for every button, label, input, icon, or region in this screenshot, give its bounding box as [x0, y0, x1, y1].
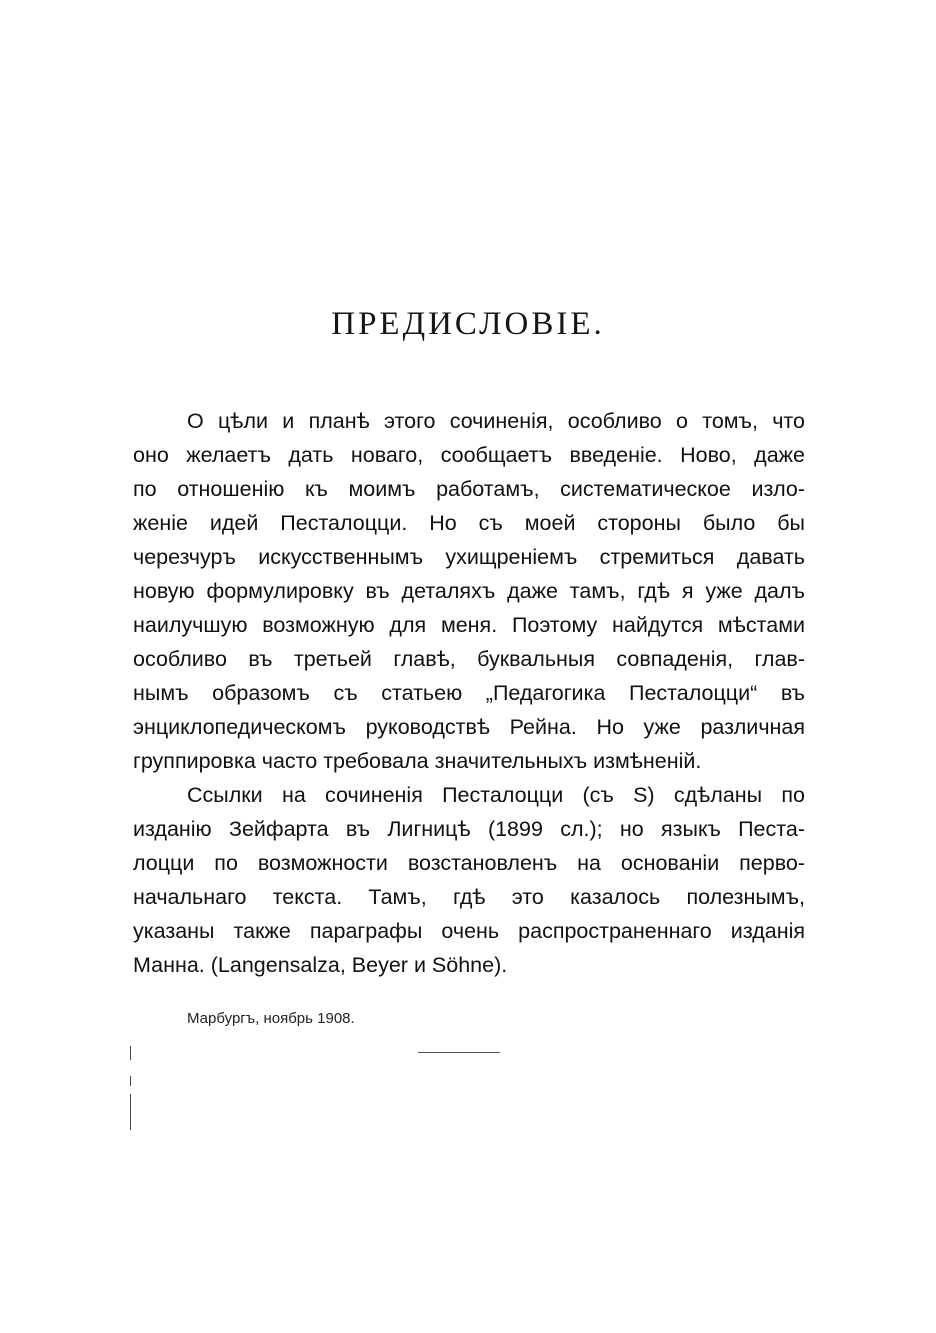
- text-line: Манна. (Langensalza, Beyer и Söhne).: [133, 953, 508, 977]
- text-line: указаны также параграфы очень распространеннаго изданія: [133, 919, 805, 943]
- text-line: новую формулировку въ деталяхъ даже тамъ, гдѣ я уже далъ: [133, 579, 805, 603]
- text-line: Ссылки на сочиненія Песталоцци (съ S) сдѣланы по: [187, 783, 805, 807]
- text-line: О цѣли и планѣ этого сочиненія, особливо о томъ, что: [187, 409, 805, 433]
- text-line: наилучшую возможную для меня. Поэтому найдутся мѣстами: [133, 613, 805, 637]
- paragraph-1: [133, 404, 805, 778]
- text-line: черезчуръ искусственнымъ ухищреніемъ стремиться давать: [133, 545, 805, 569]
- text-line: группировка часто требовала значительныхъ измѣненій.: [133, 749, 702, 773]
- text-line: по отношенію къ моимъ работамъ, систематическое изло-: [133, 477, 805, 501]
- text-line: изданію Зейфарта въ Лигницѣ (1899 сл.); но языкъ Песта-: [133, 817, 805, 841]
- text-line: особливо въ третьей главѣ, буквальныя совпаденія, глав-: [133, 647, 805, 671]
- preface-body: [133, 404, 805, 982]
- text-line: энциклопедическомъ руководствѣ Рейна. Но уже различная: [133, 715, 805, 739]
- text-line: оно желаетъ дать новаго, сообщаетъ введеніе. Ново, даже: [133, 443, 805, 467]
- margin-scan-marks: [130, 1046, 133, 1136]
- text-line: женіе идей Песталоцци. Но съ моей стороны было бы: [133, 511, 805, 535]
- signature-place-date: Марбургъ, ноябрь 1908.: [187, 1010, 355, 1027]
- text-line: нымъ образомъ съ статьею „Педагогика Песталоцци“ въ: [133, 681, 805, 705]
- text-line: начальнаго текста. Тамъ, гдѣ это казалось полезнымъ,: [133, 885, 805, 909]
- closing-rule: [418, 1052, 500, 1053]
- paragraph-2: [133, 778, 805, 982]
- text-line: лоцци по возможности возстановленъ на основаніи перво-: [133, 851, 805, 875]
- page-title: ПРЕДИСЛОВІЕ.: [331, 306, 605, 342]
